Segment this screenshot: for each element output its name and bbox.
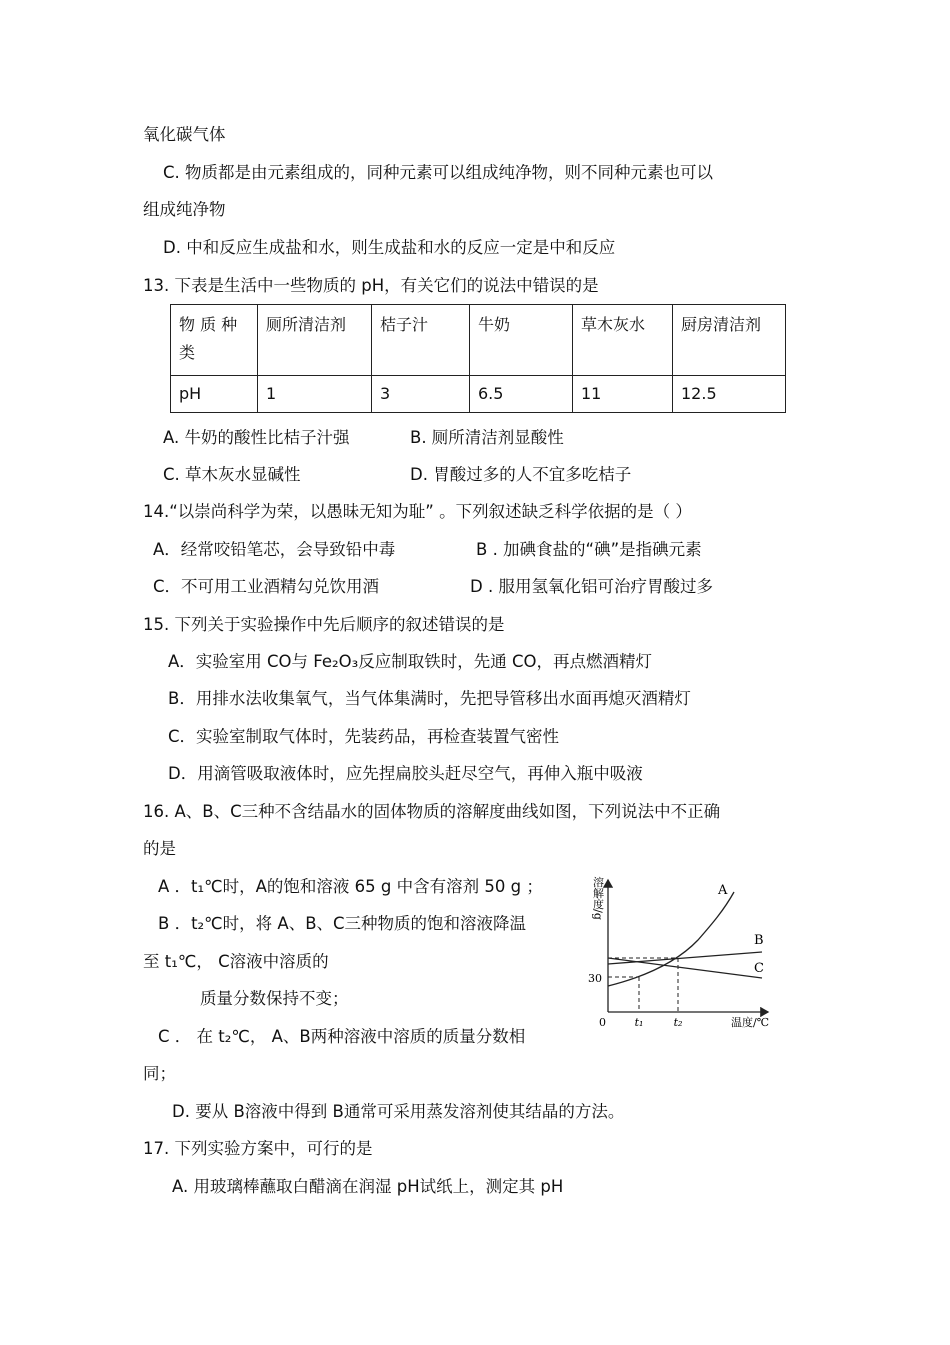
table-cell: 12.5 [673,376,786,413]
question-14: 14.“以崇尚科学为荣，以愚昧无知为耻” 。下列叙述缺乏科学依据的是（ ） [143,502,692,521]
option-c: C. 物质都是由元素组成的，同种元素可以组成纯净物，则不同种元素也可以 [163,163,714,182]
question-13: 13. 下表是生活中一些物质的 pH，有关它们的说法中错误的是 [143,276,599,295]
text-line: 氧化碳气体 [143,125,226,144]
table-cell: 11 [573,376,673,413]
x-axis-label: 温度/℃ [730,1016,770,1029]
origin-label: 0 [599,1016,606,1029]
option-c: C．实验室制取气体时，先装药品，再检查装置气密性 [168,727,560,746]
option-a: A．经常咬铅笔芯，会导致铅中毒 [153,540,396,559]
series-label-a: A [718,883,728,898]
table-header-cell: 物 质 种 类 [171,305,258,376]
option-a: A. 用玻璃棒蘸取白醋滴在润湿 pH试纸上，测定其 pH [172,1177,564,1196]
text-line: 组成纯净物 [143,200,226,219]
option-d: D. 要从 B溶液中得到 B通常可采用蒸发溶剂使其结晶的方法。 [172,1102,625,1121]
question-15: 15. 下列关于实验操作中先后顺序的叙述错误的是 [143,615,505,634]
option-b: B. 厕所清洁剂显酸性 [410,428,564,447]
table-row [171,376,786,413]
option-a: A ．t₁℃时，A的饱和溶液 65 g 中含有溶剂 50 g ； [158,877,543,896]
table-header-cell: 牛奶 [470,305,573,376]
table-header-row [171,305,786,376]
text-line: 同； [143,1064,176,1083]
option-d: D．用滴管吸取液体时，应先捏扁胶头赶尽空气，再伸入瓶中吸液 [168,764,643,783]
series-label-c: C [754,961,764,976]
table-cell: 3 [372,376,470,413]
table-header-cell: 厨房清洁剂 [673,305,786,376]
text-line: 质量分数保持不变； [200,989,349,1008]
question-17: 17. 下列实验方案中，可行的是 [143,1139,373,1158]
option-a: A. 牛奶的酸性比桔子汁强 [163,428,350,447]
option-a: A．实验室用 CO与 Fe₂O₃反应制取铁时，先通 CO，再点燃酒精灯 [168,652,652,671]
text-line: 的是 [143,839,176,858]
table-header-cell: 桔子汁 [372,305,470,376]
table-header-cell: 草木灰水 [573,305,673,376]
table-cell: 1 [258,376,372,413]
curve-c [608,958,762,978]
table-cell: pH [171,376,258,413]
solubility-chart [580,872,790,1037]
option-c: C ． 在 t₂℃， A、B两种溶液中溶质的质量分数相 [158,1027,526,1046]
ph-table [170,304,786,413]
question-16: 16. A、B、C三种不含结晶水的固体物质的溶解度曲线如图，下列说法中不正确 [143,802,721,821]
option-c: C．不可用工业酒精勾兑饮用酒 [153,577,380,596]
option-b: B . 加碘食盐的“碘”是指碘元素 [476,540,702,559]
option-c: C. 草木灰水显碱性 [163,465,301,484]
x-tick-label-t2: t₂ [673,1016,683,1029]
series-label-b: B [754,933,764,948]
text-line: 至 t₁℃， C溶液中溶质的 [143,952,329,971]
table-cell: 6.5 [470,376,573,413]
y-axis-label: 溶解度/g [591,876,605,920]
y-tick-label: 30 [588,972,602,985]
option-b: B．用排水法收集氧气，当气体集满时，先把导管移出水面再熄灭酒精灯 [168,689,691,708]
table-header-cell: 厕所清洁剂 [258,305,372,376]
x-tick-label-t1: t₁ [634,1016,644,1029]
option-d: D . 服用氢氧化铝可治疗胃酸过多 [470,577,713,596]
option-d: D. 胃酸过多的人不宜多吃桔子 [410,465,632,484]
option-d: D. 中和反应生成盐和水，则生成盐和水的反应一定是中和反应 [163,238,616,257]
option-b: B ．t₂℃时，将 A、B、C三种物质的饱和溶液降温 [158,914,527,933]
